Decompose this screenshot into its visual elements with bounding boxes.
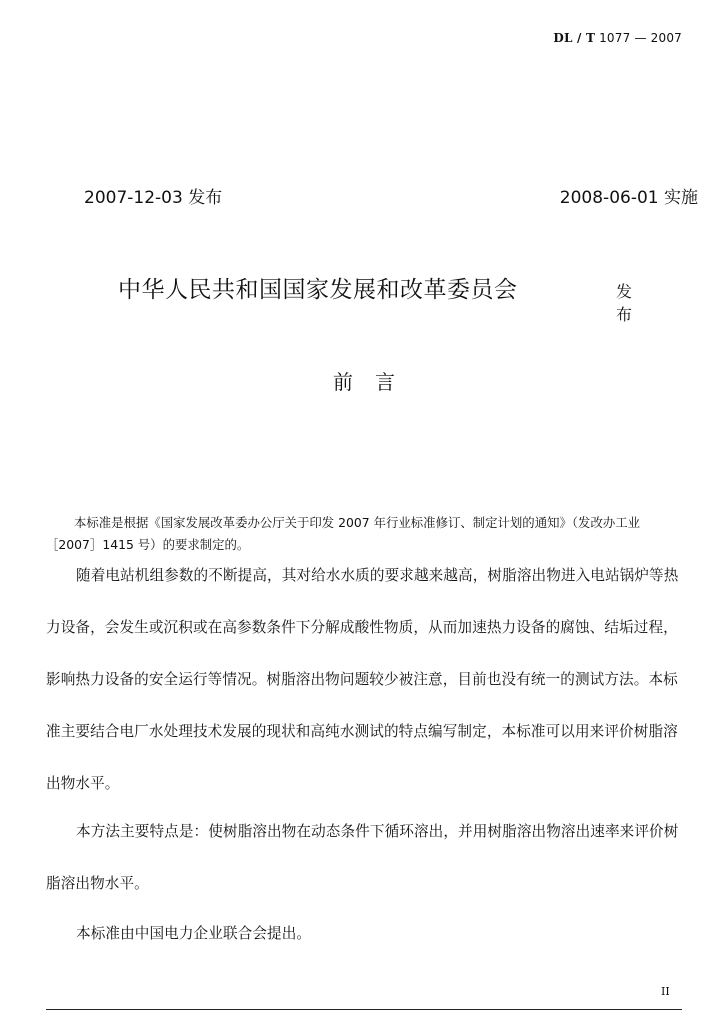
page-number: II (661, 985, 670, 998)
standard-code-prefix: DL / T (553, 31, 596, 45)
issuer-action: 发布 (616, 282, 651, 324)
foreword-paragraph-2: 随着电站机组参数的不断提高，其对给水水质的要求越来越高，树脂溶出物进入电站锅炉等热力设备，会发生或沉积或在高参数条件下分解成酸性物质，从而加速热力设备的腐蚀、结垢过程，影响热力设备的安全运行等情况。树脂溶出物问题较少被注意，目前也没有统一的测试方法。本标准主要结合电厂水处理技术发展的现状和高纯水测试的特点编写制定，本标准可以用来评价树脂溶出物水平。 (46, 567, 679, 792)
issue-date: 2007-12-03 发布 (84, 188, 223, 208)
foreword-paragraph-4: 本标准由中国电力企业联合会提出。 (76, 925, 312, 942)
foreword-paragraph-3: 本方法主要特点是：使树脂溶出物在动态条件下循环溶出，并用树脂溶出物溶出速率来评价树脂溶出物水平。 (46, 823, 679, 892)
foreword-title: 前言 (333, 370, 417, 394)
footer-rule (46, 1009, 682, 1010)
standard-code-number: 1077 — 2007 (595, 31, 682, 45)
foreword-paragraph-1: 本标准是根据《国家发展改革委办公厅关于印发 2007 年行业标准修订、制定计划的通知》（发改办工业［2007］1415 号）的要求制定的。 (46, 515, 641, 552)
issuer-name: 中华人民共和国国家发展和改革委员会 (118, 277, 518, 303)
standard-code (553, 31, 682, 45)
dates-row (84, 183, 698, 209)
implementation-date: 2008-06-01 实施 (559, 188, 698, 208)
issuer-line (118, 271, 678, 324)
